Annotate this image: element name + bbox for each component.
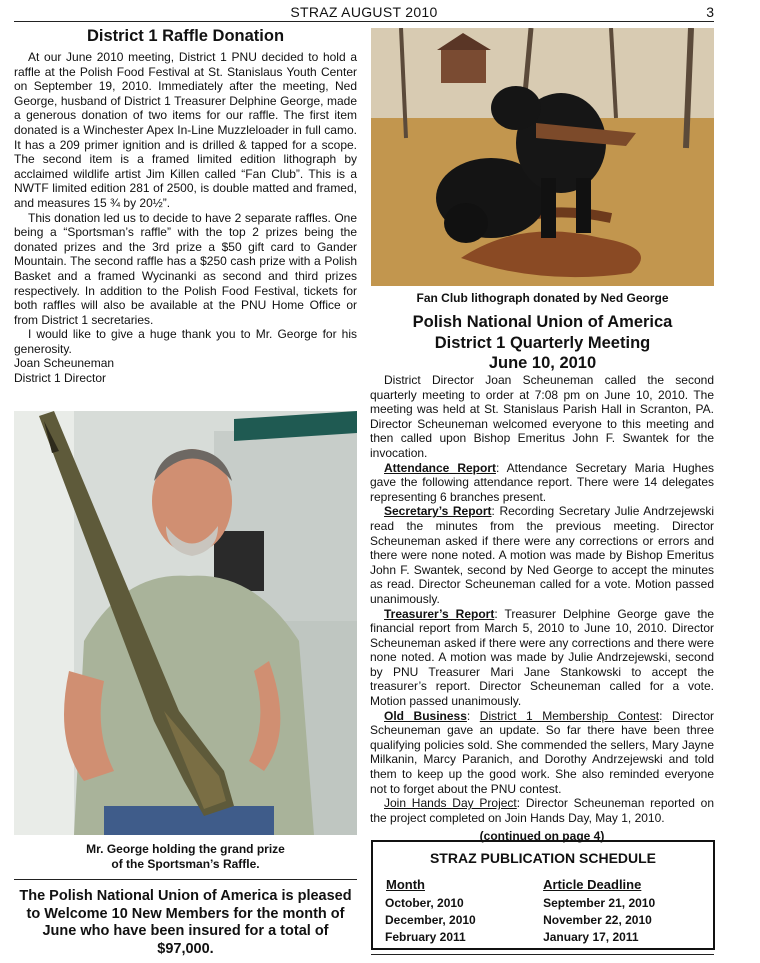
meeting-title-line: Polish National Union of America	[412, 313, 673, 331]
signature-title: District 1 Director	[14, 371, 107, 386]
schedule-title: STRAZ PUBLICATION SCHEDULE	[429, 850, 657, 866]
attendance-label: Attendance Report	[384, 460, 496, 475]
treasurer-text: : Treasurer Delphine George gave the financial report from March 5, 2010 to June 10, 2010. Director Scheuneman asked if there were any corrections and there were none noted. A motion was made by Julie Andrzejewski, second by PNU Treasurer Mari Jane Stankowski to accept the treasurer’s report. Director Scheuneman called for a vote. Motion passed unanimously.	[370, 606, 715, 709]
schedule-header-row	[385, 876, 701, 894]
treasurer-paragraph	[370, 607, 714, 709]
mr-george-photo	[14, 411, 357, 835]
schedule-row	[385, 894, 701, 911]
photo-caption-line: of the Sportsman’s Raffle.	[111, 857, 260, 871]
secretary-text: : Recording Secretary Julie Andrzejewski read the minutes from the previous meeting. Director Scheuneman asked if there were any corrections or errors and there were none noted. A motion was made by Bishop Emeritus John F. Swantek, second by Ned George to accept the minutes as read. Director Scheuneman called for a vote. Motion passed unanimously.	[370, 504, 714, 606]
mr-george-photo-illustration	[14, 411, 357, 835]
old-business-label: Old Business	[384, 708, 467, 723]
raffle-paragraph: At our June 2010 meeting, District 1 PNU decided to hold a raffle at the Polish Food Festival at St. Stanislaus Youth Center on September 19, 2010. Immediately after the meeting, Ned George, husband of District 1 Treasurer Delphine George, made a generous donation of two items for our raffle. The first item donated is a Winchester Apex In-Line Muzzleloader in full camo. It has a 209 primer ignition and is drilled & tapped for a scope. The second item is a framed limited edition lithograph by acclaimed wildlife artist Jim Killen called “Fan Club”. This is a NWTF limited edition 281 of 2500, is double matted and framed, and measures 15 ¾ by 20½”.	[14, 50, 357, 210]
fan-club-lithograph	[371, 28, 714, 286]
divider	[14, 879, 357, 880]
raffle-heading: District 1 Raffle Donation	[86, 27, 285, 45]
membership-text: : Director Scheuneman gave an update. So far there have been three qualifying policies sold. She commended the sellers, Mary Jayne Milkanin, Marcy Paranich, and Dorothy Andrzejewski and told them to keep up the good work. She also reminded everyone not to forget about the PNU contest.	[370, 708, 715, 796]
meeting-minutes	[370, 373, 714, 843]
photo-caption	[14, 842, 357, 872]
photo-caption-line: Mr. George holding the grand prize	[86, 842, 285, 856]
secretary-label: Secretary’s Report	[384, 504, 492, 519]
join-hands-text: : Director Scheuneman reported on the project completed on Join Hands Day, May 1, 2010.	[370, 796, 714, 825]
meeting-title-line: District 1 Quarterly Meeting	[434, 333, 651, 352]
lithograph-caption: Fan Club lithograph donated by Ned George	[416, 291, 669, 305]
old-business-paragraph: Old Business: District 1 Membership Contest: Director Scheuneman gave an update. So far there have been three qualifying policies sold. She commended the sellers, Mary Jayne Milkanin, Marcy Paranich, and Dorothy Andrzejewski and told them to keep up the good work. She also reminded everyone not to forget about the PNU contest.	[370, 708, 715, 796]
bottom-divider	[371, 954, 714, 955]
schedule-col-month: Month	[386, 877, 425, 892]
welcome-notice: The Polish National Union of America is pleased to Welcome 10 New Members for the month of June who have been insured for a total of $97,000.	[19, 888, 352, 957]
schedule-month: December, 2010	[385, 912, 476, 927]
schedule-deadline: September 21, 2010	[543, 895, 656, 910]
lithograph-illustration	[371, 28, 714, 286]
schedule-col-deadline: Article Deadline	[543, 877, 642, 892]
signature-name: Joan Scheuneman	[14, 356, 115, 371]
schedule-month: February 2011	[385, 929, 466, 944]
schedule-row	[385, 928, 701, 945]
join-hands-label: Join Hands Day Project	[384, 796, 517, 811]
meeting-title-line: June 10, 2010	[488, 354, 597, 372]
attendance-paragraph	[370, 461, 714, 505]
treasurer-label: Treasurer’s Report	[384, 606, 495, 621]
membership-label: District 1 Membership Contest	[479, 708, 660, 723]
schedule-table	[385, 876, 701, 945]
publication-schedule-box	[371, 840, 715, 950]
meeting-title	[371, 312, 714, 374]
raffle-article	[14, 26, 357, 386]
schedule-month: October, 2010	[385, 895, 464, 910]
join-hands-paragraph	[370, 796, 714, 825]
continued-note: (continued on page 4)	[479, 829, 605, 844]
meeting-intro: District Director Joan Scheuneman called the second quarterly meeting to order at 7:08 pm on June 10, 2010. The meeting was held at St. Stanislaus Parish Hall in Scranton, PA. Director Scheuneman welcomed everyone to this meeting and then called upon Bishop Emeritus John F. Swantek for the invocation.	[370, 373, 714, 460]
page-number: 3	[706, 4, 714, 20]
schedule-deadline: November 22, 2010	[543, 912, 652, 927]
newsletter-title: STRAZ AUGUST 2010	[290, 4, 438, 20]
attendance-text: : Attendance Secretary Maria Hughes gave the following attendance report. There were 14 delegates representing 6 branches present.	[370, 460, 714, 504]
raffle-paragraph: I would like to give a huge thank you to Mr. George for his generosity.	[14, 327, 357, 356]
page-header	[14, 4, 714, 22]
schedule-deadline: January 17, 2011	[543, 929, 639, 944]
schedule-row	[385, 911, 701, 928]
secretary-paragraph	[370, 504, 714, 606]
raffle-paragraph: This donation led us to decide to have 2 separate raffles. One being a “Sportsman’s raffle” with the top 2 prizes being the donated prizes and the 3rd prize a $50 gift card to Gander Mountain. The second raffle has a $250 cash prize with a Polish Basket and a framed Wycinanki as second and third prizes respectively. In addition to the Polish Food Festival, tickets for both raffles will also be available at the PNU Home Office or from District 1 secretaries.	[14, 210, 357, 327]
